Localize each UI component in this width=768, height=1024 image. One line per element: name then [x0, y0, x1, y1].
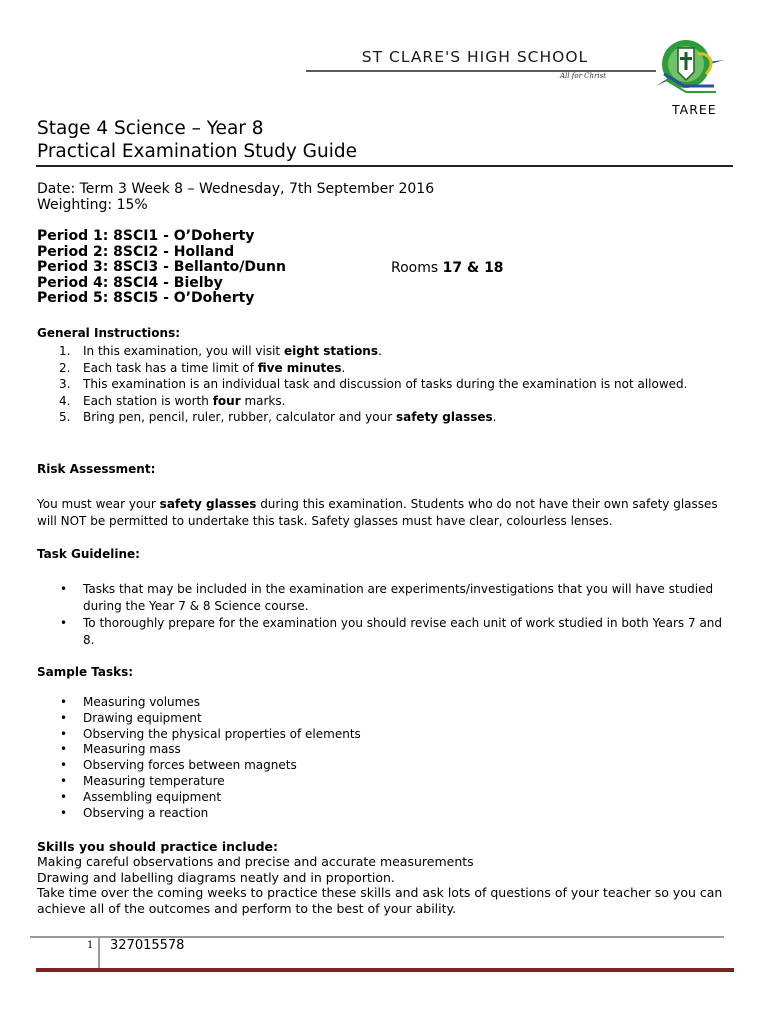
list-item: • To thoroughly prepare for the examination you should revise each unit of work studied in both Years 7 and 8. [60, 616, 723, 647]
period-item: Period 2: 8SCI2 - Holland [37, 243, 235, 260]
period-item: Period 5: 8SCI5 - O’Doherty [37, 290, 255, 306]
list-item: • Measuring mass [60, 742, 181, 757]
task-guideline-list [37, 581, 737, 649]
skills-heading: Skills you should practice include: [37, 839, 279, 854]
instruction-item: 5. Bring pen, pencil, ruler, rubber, calculator and your safety glasses. [59, 410, 497, 425]
list-item: • Measuring volumes [60, 695, 200, 709]
bullet-icon: • [60, 616, 68, 630]
footer-bar [36, 968, 734, 972]
school-motto: All for Christ [560, 72, 606, 80]
list-item: • Measuring temperature [60, 773, 225, 788]
instruction-item: 3. This examination is an individual task and discussion of tasks during the examination is not allowed. [59, 377, 688, 392]
skills-line: Drawing and labelling diagrams neatly and in proportion. [37, 869, 395, 885]
bullet-icon: • [60, 726, 68, 741]
period-item: Period 1: 8SCI1 - O’Doherty [37, 228, 255, 244]
title-rule [36, 165, 733, 167]
list-item: • Drawing equipment [60, 710, 202, 725]
general-instructions-heading: General Instructions: [37, 326, 181, 340]
rooms [391, 260, 504, 276]
skills-line: Take time over the coming weeks to practice these skills and ask lots of questions of your teacher so you can achieve all of the outcomes and perform to the best of your ability. [37, 885, 723, 916]
instruction-item: 1. In this examination, you will visit eight stations. [59, 344, 382, 358]
list-item: • Observing forces between magnets [60, 758, 297, 773]
rooms-label: Rooms [391, 260, 443, 276]
sample-tasks-list [37, 695, 737, 821]
footer-divider [98, 936, 100, 968]
instruction-item: 4. Each station is worth four marks. [59, 393, 286, 408]
period-item: Period 4: 8SCI4 - Bielby [37, 274, 223, 291]
bullet-icon: • [60, 695, 68, 709]
rooms-value: 17 & 18 [442, 260, 504, 276]
document-id: 327015578 [110, 938, 185, 953]
bullet-icon: • [60, 742, 68, 757]
skills-line: Making careful observations and precise and accurate measurements [37, 854, 474, 870]
document-title-line1: Stage 4 Science – Year 8 [37, 118, 264, 139]
risk-assessment-text: You must wear your safety glasses during this examination. Students who do not have their own safety glasses will NOT be permitted to undertake this task. Safety glasses must have clear, colourless lenses. [37, 497, 718, 528]
period-item: Period 3: 8SCI3 - Bellanto/Dunn [37, 259, 286, 275]
list-item: • Assembling equipment [60, 789, 222, 804]
general-instructions-list [37, 343, 737, 426]
bullet-icon: • [60, 758, 68, 773]
bullet-icon: • [60, 710, 68, 725]
risk-assessment-heading: Risk Assessment: [37, 462, 156, 476]
page-number: 1 [87, 940, 94, 951]
exam-date: Date: Term 3 Week 8 – Wednesday, 7th September 2016 [37, 181, 435, 197]
bullet-icon: • [60, 789, 68, 804]
exam-weighting: Weighting: 15% [37, 197, 148, 213]
bullet-icon: • [60, 582, 68, 596]
school-crest-logo [654, 34, 724, 106]
task-guideline-heading: Task Guideline: [37, 547, 140, 561]
school-location: TAREE [672, 102, 717, 117]
list-item: • Observing a reaction [60, 805, 209, 820]
bullet-icon: • [60, 805, 68, 820]
skills-section [37, 839, 737, 916]
list-item: • Tasks that may be included in the examination are experiments/investigations that you will have studied during the Year 7 & 8 Science course. [60, 582, 714, 613]
document-title-line2: Practical Examination Study Guide [37, 141, 358, 162]
instruction-item: 2. Each task has a time limit of five minutes. [59, 360, 346, 375]
period-list [37, 229, 286, 307]
sample-tasks-heading: Sample Tasks: [37, 665, 134, 679]
list-item: • Observing the physical properties of elements [60, 726, 361, 741]
bullet-icon: • [60, 773, 68, 788]
school-name: ST CLARE'S HIGH SCHOOL [361, 48, 589, 66]
